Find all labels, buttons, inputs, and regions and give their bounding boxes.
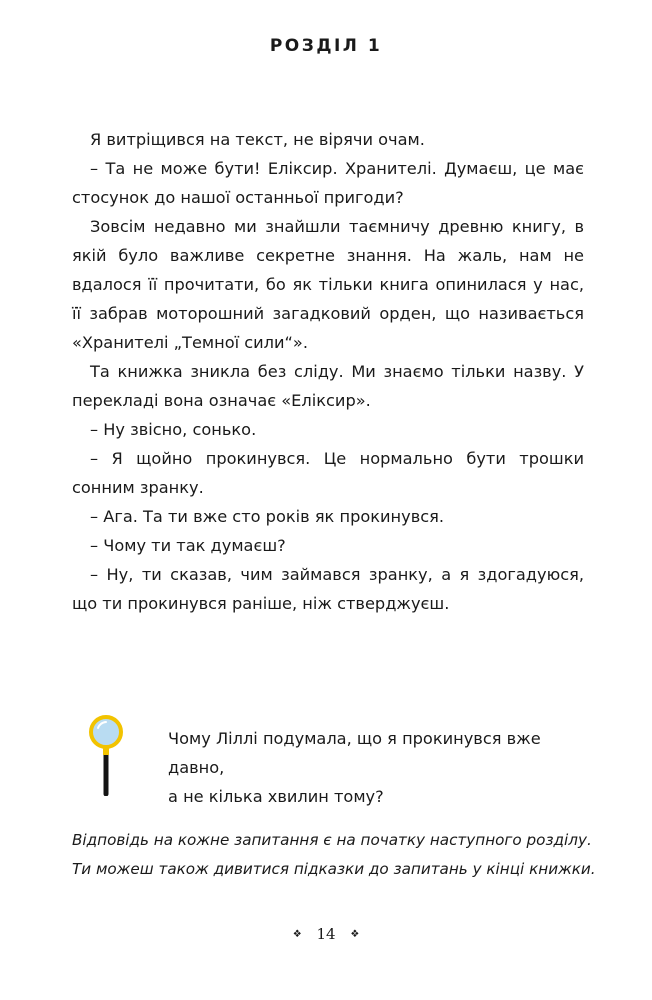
body-text [72, 125, 584, 618]
magnifying-glass-icon [88, 714, 128, 796]
note-line: Відповідь на кожне запитання є на початку наступного розділу. [72, 831, 592, 849]
paragraph: – Чому ти так думаєш? [90, 536, 286, 555]
question-block [88, 714, 588, 806]
paragraph: Я витріщився на текст, не вірячи очам. [90, 130, 425, 149]
chapter-title: РОЗДІЛ 1 [269, 36, 383, 56]
paragraph: – Ну, ти сказав, чим займався зранку, а я здогадуюся, що ти прокинувся раніше, ніж стверджуєш. [72, 565, 584, 613]
paragraph: – Та не може бути! Еліксир. Хранителі. Думаєш, це має стосунок до нашої останньої пригоди? [72, 159, 584, 207]
question-line: а не кілька хвилин тому? [168, 787, 384, 806]
paragraph: – Я щойно прокинувся. Це нормально бути трошки сонним зранку. [72, 449, 584, 497]
paragraph: – Ну звісно, сонько. [90, 420, 257, 439]
paragraph: – Ага. Та ти вже сто років як прокинувся. [90, 507, 445, 526]
note-line: Ти можеш також дивитися підказки до запитань у кінці книжки. [72, 860, 596, 878]
ornament-right-icon: ❖ [350, 928, 360, 940]
page-footer [0, 925, 652, 943]
answer-note [72, 826, 596, 884]
ornament-left-icon: ❖ [292, 928, 302, 940]
paragraph: Зовсім недавно ми знайшли таємничу древню книгу, в якій було важливе секретне знання. На жаль, нам не вдалося її прочитати, бо як тільки книга опинилася у нас, її забрав моторошний загадковий орден, що називається «Хранителі „Темної сили“». [72, 217, 584, 352]
paragraph: Та книжка зникла без сліду. Ми знаємо тільки назву. У перекладі вона означає «Еліксир». [72, 362, 584, 410]
question-line: Чому Ліллі подумала, що я прокинувся вже давно, [168, 729, 541, 777]
question-text [168, 724, 588, 811]
page-number: 14 [316, 925, 336, 943]
